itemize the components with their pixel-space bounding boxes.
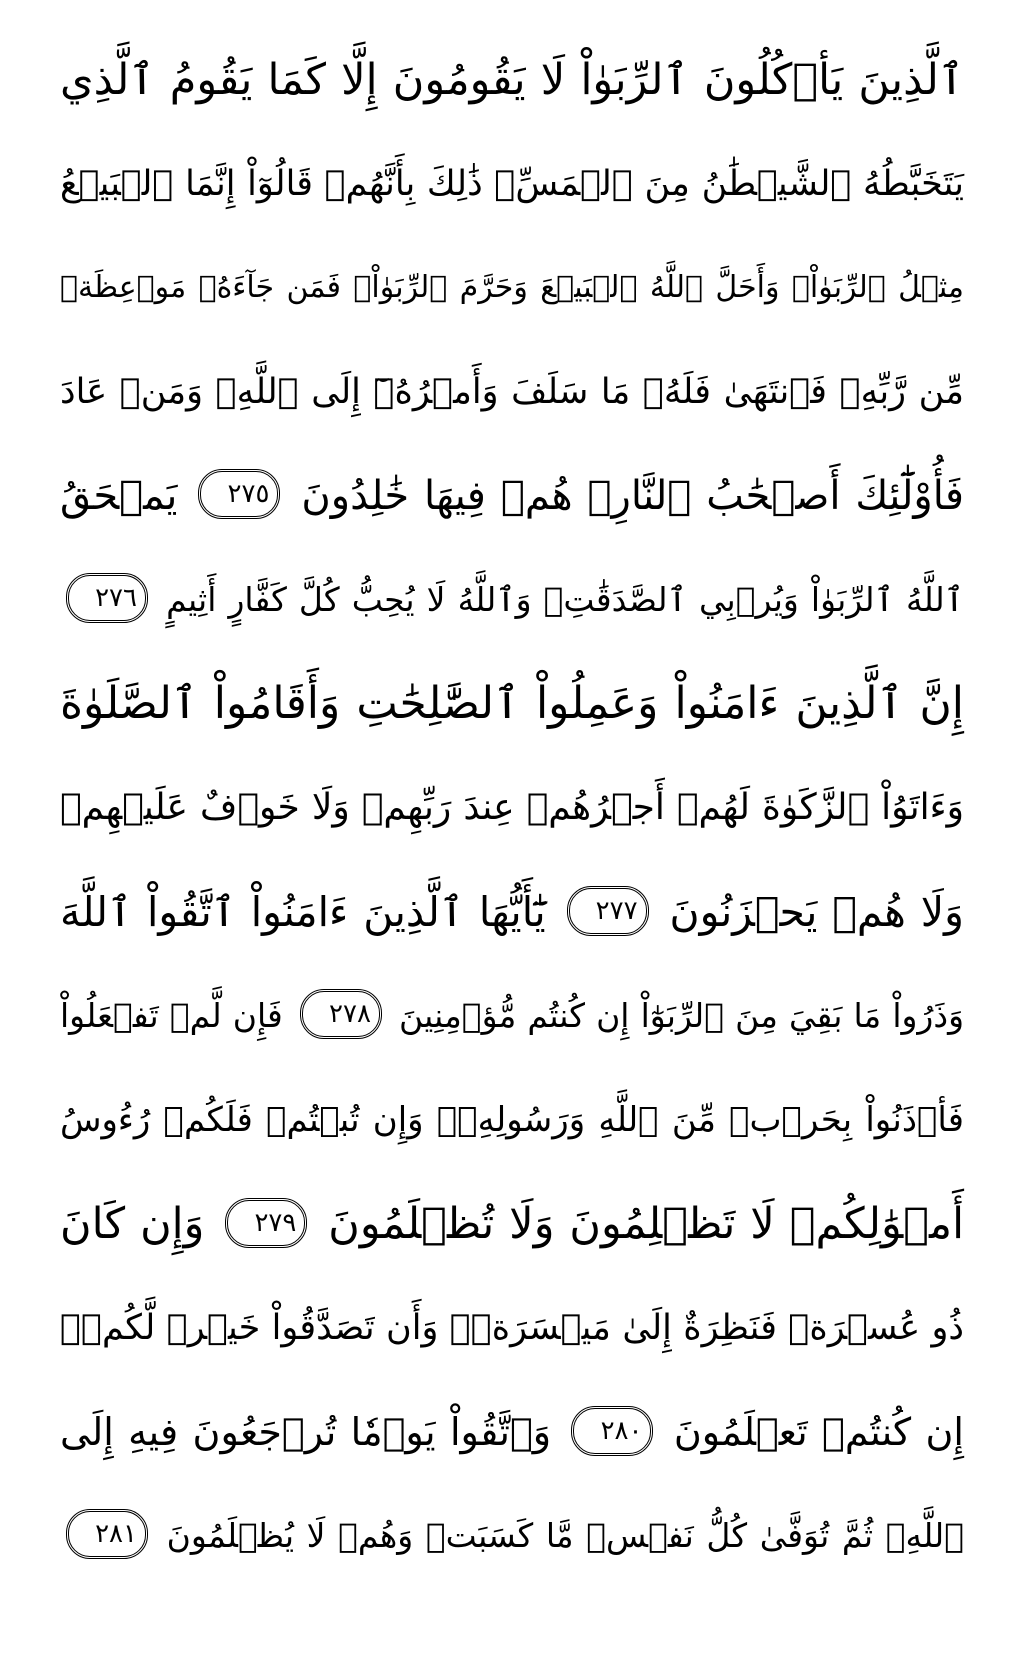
- verse-text: فَأُوْلَٰٓئِكَ أَصۡحَٰبُ ٱلنَّارِۖ هُمۡ فِيهَا خَٰلِدُونَ: [301, 473, 965, 519]
- verse-text: إِن كُنتُمۡ تَعۡلَمُونَ: [673, 1410, 964, 1454]
- verse-lines: [60, 28, 964, 1616]
- verse-text: إِنَّ ٱلَّذِينَ ءَامَنُواْ وَعَمِلُواْ ٱلصَّٰلِحَٰتِ وَأَقَامُواْ ٱلصَّلَوٰةَ: [60, 678, 964, 729]
- verse-text: يَٰٓأَيُّهَا ٱلَّذِينَ ءَامَنُواْ ٱتَّقُواْ ٱللَّهَ: [60, 888, 546, 936]
- ayah-number-marker: ٢٧٥: [198, 469, 280, 519]
- ayah-number-marker: ٢٧٩: [225, 1198, 307, 1248]
- verse-text: وَٱتَّقُواْ يَوۡمٗا تُرۡجَعُونَ فِيهِ إِلَى: [60, 1410, 552, 1454]
- verse-text: مِّن رَّبِّهِۦ فَٱنتَهَىٰ فَلَهُۥ مَا سَلَفَ وَأَمۡرُهُۥٓ إِلَى ٱللَّهِۖ وَمَنۡ عَادَ: [60, 372, 964, 412]
- verse-line: [60, 860, 964, 964]
- verse-line: [60, 1484, 964, 1588]
- verse-line: [60, 1172, 964, 1276]
- verse-text: أَمۡوَٰلِكُمۡ لَا تَظۡلِمُونَ وَلَا تُظۡلَمُونَ: [328, 1199, 965, 1249]
- verse-text: ٱللَّهِۖ ثُمَّ تُوَفَّىٰ كُلُّ نَفۡسٖ مَّا كَسَبَتۡ وَهُمۡ لَا يُظۡلَمُونَ: [166, 1516, 964, 1555]
- verse-text: فَإِن لَّمۡ تَفۡعَلُواْ: [60, 996, 283, 1035]
- verse-text: يَتَخَبَّطُهُ ٱلشَّيۡطَٰنُ مِنَ ٱلۡمَسِّۚ ذَٰلِكَ بِأَنَّهُمۡ قَالُوٓاْ إِنَّمَا ٱلۡبَيۡعُ: [60, 164, 964, 204]
- verse-line: [60, 548, 964, 652]
- verse-text: ذُو عُسۡرَةٖ فَنَظِرَةٌ إِلَىٰ مَيۡسَرَةٖۚ وَأَن تَصَدَّقُواْ خَيۡرٞ لَّكُمۡۖ: [60, 1308, 964, 1348]
- verse-line: [60, 28, 964, 132]
- ayah-number-marker: ٢٧٦: [66, 573, 148, 623]
- ayah-number-marker: ٢٧٨: [300, 989, 382, 1039]
- verse-line: [60, 1380, 964, 1484]
- verse-text: وَذَرُواْ مَا بَقِيَ مِنَ ٱلرِّبَوٰٓاْ إِن كُنتُم مُّؤۡمِنِينَ: [399, 996, 965, 1035]
- verse-line: [60, 652, 964, 756]
- verse-line: [60, 236, 964, 340]
- ayah-number-marker: ٢٨٠: [571, 1406, 653, 1456]
- ayah-number-marker: ٢٨١: [66, 1509, 148, 1559]
- verse-line: [60, 964, 964, 1068]
- verse-line: [60, 132, 964, 236]
- verse-text: فَأۡذَنُواْ بِحَرۡبٖ مِّنَ ٱللَّهِ وَرَسُولِهِۦۖ وَإِن تُبۡتُمۡ فَلَكُمۡ رُءُوسُ: [60, 1100, 964, 1140]
- verse-line: [60, 340, 964, 444]
- verse-text: وَلَا هُمۡ يَحۡزَنُونَ: [669, 888, 964, 936]
- verse-text: ٱلَّذِينَ يَأۡكُلُونَ ٱلرِّبَوٰاْ لَا يَقُومُونَ إِلَّا كَمَا يَقُومُ ٱلَّذِي: [60, 55, 964, 105]
- verse-line: [60, 444, 964, 548]
- verse-text: مِثۡلُ ٱلرِّبَوٰاْۗ وَأَحَلَّ ٱللَّهُ ٱلۡبَيۡعَ وَحَرَّمَ ٱلرِّبَوٰاْۚ فَمَن جَآءَهُۥ مَوۡعِظَةٞ: [60, 270, 964, 305]
- verse-text: وَءَاتَوُاْ ٱلزَّكَوٰةَ لَهُمۡ أَجۡرُهُمۡ عِندَ رَبِّهِمۡ وَلَا خَوۡفٌ عَلَيۡهِمۡ: [60, 787, 964, 828]
- verse-line: [60, 1068, 964, 1172]
- verse-text: ٱللَّهُ ٱلرِّبَوٰاْ وَيُرۡبِي ٱلصَّدَقَٰتِۗ وَٱللَّهُ لَا يُحِبُّ كُلَّ كَفَّارٍ أَثِيمٍ: [166, 580, 964, 619]
- verse-line: [60, 756, 964, 860]
- ayah-number-marker: ٢٧٧: [567, 886, 649, 936]
- verse-text: يَمۡحَقُ: [60, 473, 178, 519]
- verse-line: [60, 1276, 964, 1380]
- verse-text: وَإِن كَانَ: [60, 1199, 205, 1249]
